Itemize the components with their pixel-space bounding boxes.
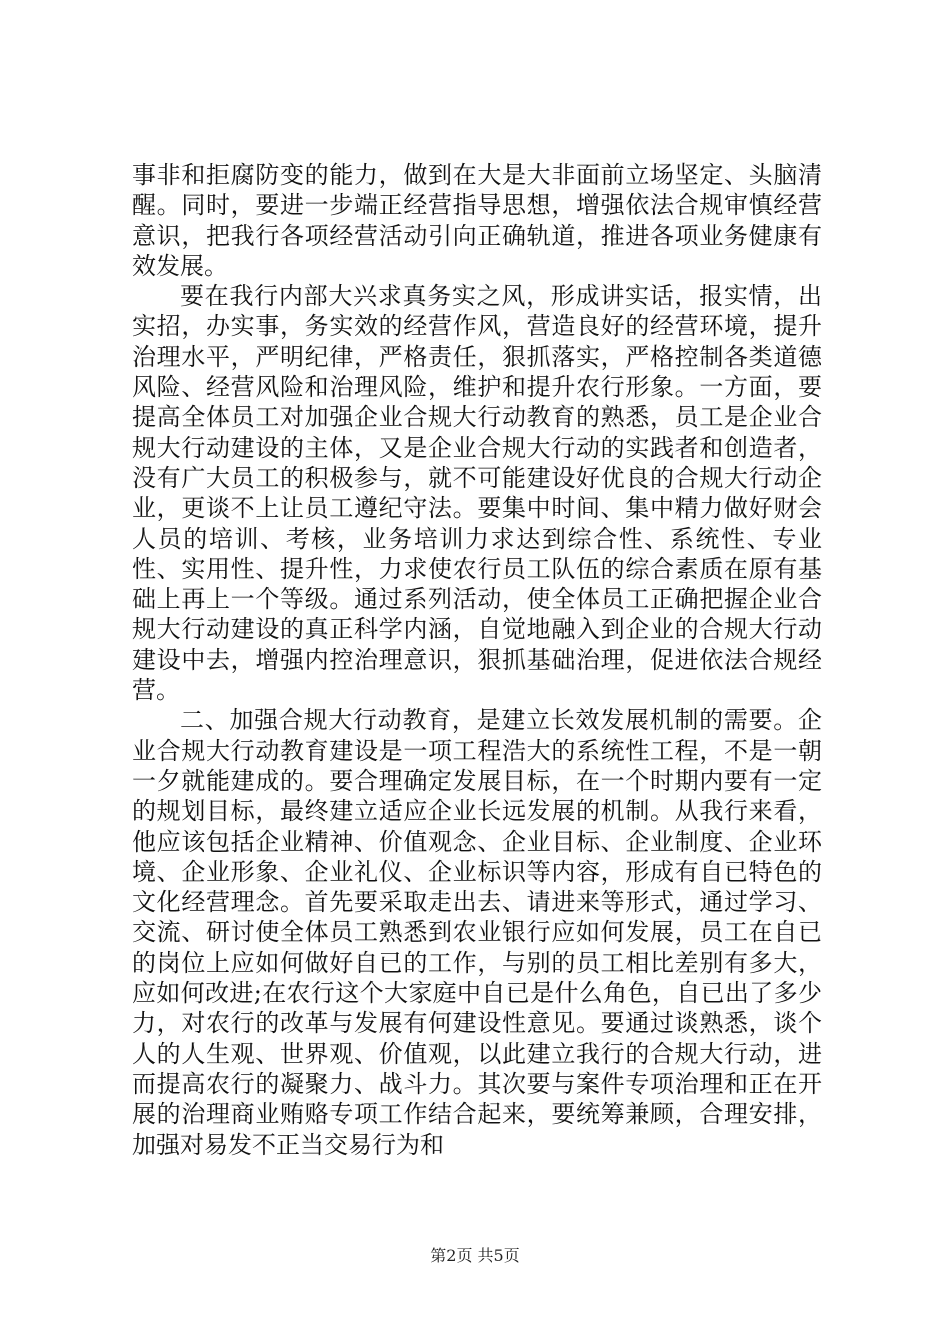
paragraph-3: 二、加强合规大行动教育，是建立长效发展机制的需要。企业合规大行动教育建设是一项工程浩大的系统性工程，不是一朝一夕就能建成的。要合理确定发展目标，在一个时期内要有一定的规划目标，最终建立适应企业长远发展的机制。从我行来看，他应该包括企业精神、价值观念、企业目标、企业制度、企业环境、企业形象、企业礼仪、企业标识等内容，形成有自已特色的文化经营理念。首先要采取走出去、请进来等形式，通过学习、交流、研讨使全体员工熟悉到农业银行应如何发展，员工在自已的岗位上应如何做好自已的工作，与别的员工相比差别有多大，应如何改进;在农行这个大家庭中自已是什么角色，自已出了多少力，对农行的改革与发展有何建设性意见。要通过谈熟悉，谈个人的人生观、世界观、价值观，以此建立我行的合规大行动，进而提高农行的凝聚力、战斗力。其次要与案件专项治理和正在开展的治理商业贿赂专项工作结合起来，要统筹兼顾，合理安排，加强对易发不正当交易行为和 <box>132 706 822 1159</box>
paragraph-2: 要在我行内部大兴求真务实之风，形成讲实话，报实情，出实招，办实事，务实效的经营作风，营造良好的经营环境，提升治理水平，严明纪律，严格责任，狠抓落实，严格控制各类道德风险、经营风险和治理风险，维护和提升农行形象。一方面，要提高全体员工对加强企业合规大行动教育的熟悉，员工是企业合规大行动建设的主体，又是企业合规大行动的实践者和创造者，没有广大员工的积极参与，就不可能建设好优良的合规大行动企业，更谈不上让员工遵纪守法。要集中时间、集中精力做好财会人员的培训、考核，业务培训力求达到综合性、系统性、专业性、实用性、提升性，力求使农行员工队伍的综合素质在原有基础上再上一个等级。通过系列活动，使全体员工正确把握企业合规大行动建设的真正科学内涵，自觉地融入到企业的合规大行动建设中去，增强内控治理意识，狠抓基础治理，促进依法合规经营。 <box>132 282 822 705</box>
document-body <box>132 160 822 1160</box>
page-number-footer: 第2页 共5页 <box>430 1246 520 1265</box>
paragraph-1: 事非和拒腐防变的能力，做到在大是大非面前立场坚定、头脑清醒。同时，要进一步端正经营指导思想，增强依法合规审慎经营意识，把我行各项经营活动引向正确轨道，推进各项业务健康有效发展。 <box>132 161 822 280</box>
